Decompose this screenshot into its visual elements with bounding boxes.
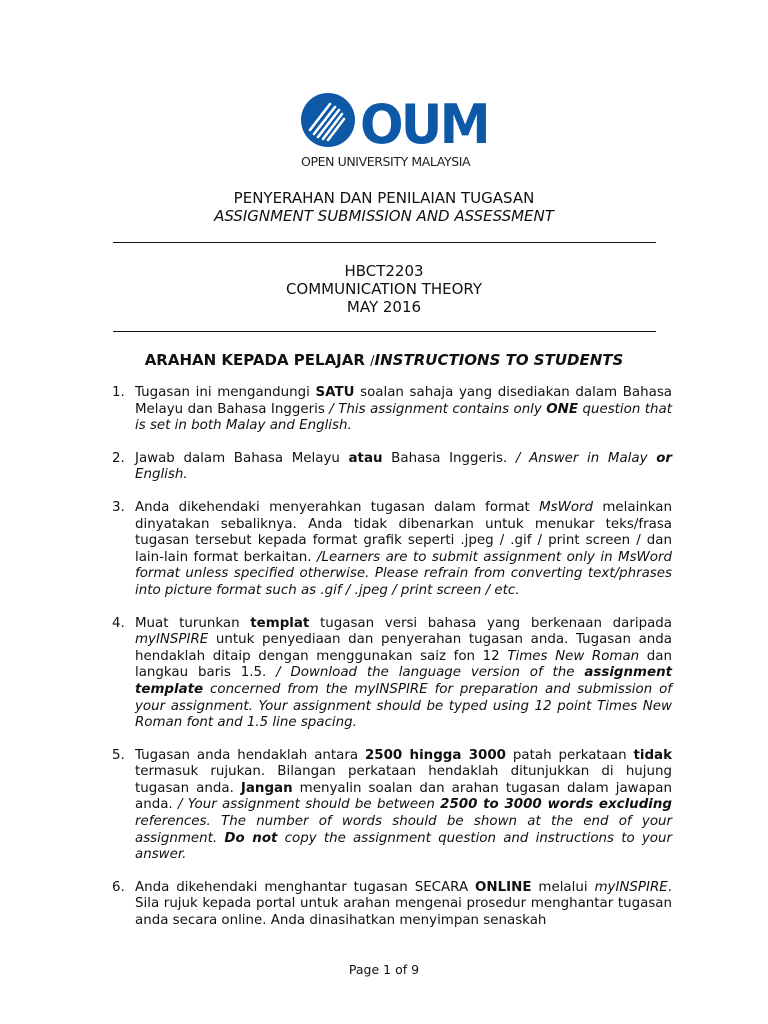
instruction-number: 5. — [112, 747, 125, 763]
course-title: COMMUNICATION THEORY — [285, 280, 483, 298]
instruction-number: 4. — [112, 615, 125, 631]
instruction-text: termasuk rujukan. Bilangan perkataan hendaklah ditunjukkan di hujung tugasan anda. — [135, 764, 672, 796]
page-footer: Page 1 of 9 — [348, 962, 420, 977]
instruction-text: myINSPIRE — [135, 632, 209, 648]
heading-english: ASSIGNMENT SUBMISSION AND ASSESSMENT — [214, 207, 554, 225]
instruction-text: MsWord — [539, 499, 594, 515]
instruction-text: atau — [348, 450, 383, 466]
divider-top — [113, 242, 656, 243]
instructions-list — [112, 385, 672, 946]
instruction-text: 2500 hingga 3000 — [364, 747, 506, 763]
instruction-text: menyalin soalan dan arahan tugasan dalam jawapan anda. — [135, 780, 672, 813]
instruction-item — [112, 500, 672, 600]
instruction-text: / Answer in Malay — [515, 450, 657, 466]
instruction-text: copy the assignment question and instructions to your answer. — [135, 830, 672, 863]
instruction-text: myINSPIRE — [594, 879, 668, 895]
instruction-text: Bahasa Inggeris. — [382, 450, 516, 466]
instruction-number: 3. — [112, 499, 125, 515]
instruction-text: Muat turunkan — [135, 615, 251, 631]
instruction-text: Jangan — [240, 780, 293, 796]
instruction-text: Jawab dalam Bahasa Melayu — [135, 450, 349, 466]
instruction-item — [112, 616, 672, 732]
instruction-number: 6. — [112, 879, 125, 895]
instruction-text: Times New Roman — [507, 648, 640, 664]
instruction-text: . Sila rujuk kepada portal untuk arahan mengenai prosedur menghantar tugasan anda secara online. Anda dinasihatkan menyimpan senaskah — [135, 879, 672, 929]
instruction-text: SATU — [315, 385, 355, 400]
instruction-text: templat — [250, 615, 310, 631]
instruction-text: Do not — [224, 830, 278, 846]
instruction-text: ONE — [546, 401, 579, 417]
oum-logo — [300, 92, 490, 174]
instruction-text: 2500 to 3000 words excluding — [440, 797, 672, 813]
instruction-item — [112, 880, 672, 930]
instruction-text: concerned from the myINSPIRE for preparation and submission of your assignment. Your assignment should be typed using 12 point Times New Roman font and 1.5 line spacing. — [135, 681, 672, 731]
instruction-text: / Your assignment should be between — [177, 797, 441, 813]
instruction-text: patah perkataan — [506, 747, 634, 763]
instruction-item — [112, 451, 672, 484]
heading-malay: PENYERAHAN DAN PENILAIAN TUGASAN — [233, 189, 535, 207]
instruction-text: tidak — [633, 747, 673, 763]
oum-emblem-icon — [300, 92, 356, 148]
course-semester: MAY 2016 — [346, 298, 422, 316]
instruction-text: tugasan versi bahasa yang berkenaan daripada — [309, 615, 673, 631]
instruction-text: melainkan dinyatakan sebaliknya. Anda tidak dibenarkan untuk menukar teks/frasa tugasan tersebut kepada format grafik seperti .jpeg / .gif / print screen / dan lain-lain format berkaitan. — [135, 499, 672, 565]
instruction-text: untuk penyediaan dan penyerahan tugasan anda. Tugasan anda hendaklah ditaip dengan menggunakan saiz fon 12 — [135, 632, 672, 664]
instructions-title-separator: / — [370, 354, 375, 369]
divider-bottom — [113, 331, 656, 332]
instruction-text: /Learners are to submit assignment only in MsWord format unless specified otherwise. Please refrain from converting text/phrases into picture format such as .gif / .jpeg / print screen / etc. — [135, 549, 672, 598]
instruction-text: Tugasan ini mengandungi — [135, 385, 316, 400]
instruction-number: 1. — [112, 385, 125, 400]
instruction-text: or — [656, 450, 672, 466]
instruction-text: / Download the language version of the — [276, 665, 585, 681]
instruction-text: English. — [135, 467, 188, 483]
instruction-item — [112, 385, 672, 435]
instruction-text: Anda dikehendaki menyerahkan tugasan dalam format — [135, 499, 540, 515]
instruction-text: dan langkau baris 1.5. — [135, 648, 672, 681]
instruction-text: soalan sahaja yang disediakan dalam Bahasa Melayu dan Bahasa Inggeris — [135, 385, 673, 417]
instruction-number: 2. — [112, 450, 125, 466]
logo-wordmark: OUM — [360, 93, 488, 156]
logo-subtitle: OPEN UNIVERSITY MALAYSIA — [301, 154, 471, 169]
course-code: HBCT2203 — [344, 262, 424, 280]
instructions-title-english: INSTRUCTIONS TO STUDENTS — [374, 351, 624, 369]
instruction-text: melalui — [531, 879, 595, 895]
instruction-item — [112, 748, 672, 864]
instruction-text: references. The number of words should be shown at the end of your assignment. — [135, 814, 672, 846]
instruction-text: / This assignment contains only — [329, 401, 547, 417]
instructions-title — [0, 351, 768, 369]
instruction-text: question that is set in both Malay and English. — [135, 401, 672, 434]
instructions-title-malay: ARAHAN KEPADA PELAJAR — [144, 351, 365, 369]
instruction-text: assignment template — [135, 665, 672, 697]
instruction-text: Tugasan anda hendaklah antara — [135, 747, 365, 763]
instruction-text: Anda dikehendaki menghantar tugasan SECARA — [135, 879, 476, 895]
instruction-text: ONLINE — [475, 879, 532, 895]
